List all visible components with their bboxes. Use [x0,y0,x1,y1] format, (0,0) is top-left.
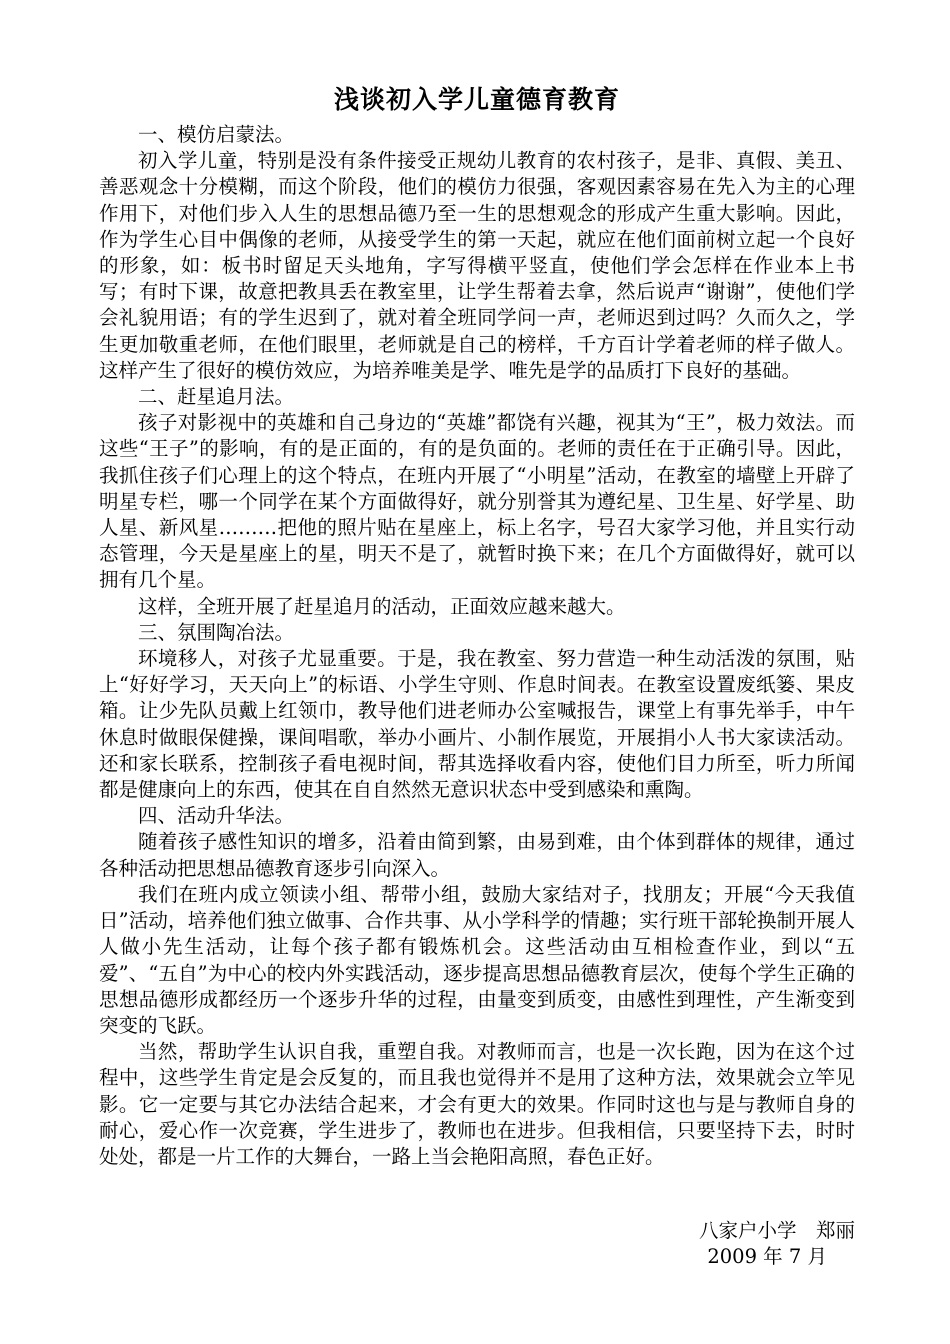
section-heading: 一、模仿启蒙法。 [138,123,295,146]
section-4 [99,803,855,1170]
section-heading: 四、活动升华法。 [138,804,295,828]
signature-date: 2009 年 7 月 [707,1245,827,1268]
section-heading: 二、赶星追月法。 [138,385,295,409]
paragraph: 初入学儿童，特别是没有条件接受正规幼儿教育的农村孩子，是非、真假、美丑、善恶观念十分模糊，而这个阶段，他们的模仿力很强，客观因素容易在先入为主的心理作用下，对他们步入人生的思想品德乃至一生的思想观念的形成产生重大影响。因此，作为学生心目中偶像的老师，从接受学生的第一天起，就应在他们面前树立起一个良好的形象，如：板书时留足天头地角，字写得横平竖直，使他们学会怎样在作业本上书写；有时下课，故意把教具丢在教室里，让学生帮着去拿，然后说声“谢谢”，使他们学会礼貌用语；有的学生迟到了，就对着全班同学问一声，老师迟到过吗？久而久之，学生更加敬重老师，在他们眼里，老师就是自己的榜样，千方百计学着老师的样子做人。这样产生了很好的模仿效应，为培养唯美是学、唯先是学的品质打下良好的基础。 [99,149,855,382]
signature-author: 八家户小学 郑丽 [698,1219,855,1242]
section-3 [99,620,855,803]
section-2 [99,384,855,620]
section-1 [99,122,855,384]
document-page [99,82,855,1268]
paragraph: 环境移人，对孩子尤显重要。于是，我在教室、努力营造一种生动活泼的氛围，贴上“好好学习，天天向上”的标语、小学生守则、作息时间表。在教室设置废纸篓、果皮箱。让少先队员戴上红领巾，教导他们进老师办公室喊报告，课堂上有事先举手，中午休息时做眼保健操，课间唱歌，举办小画片、小制作展览，开展捐小人书大家读活动。还和家长联系，控制孩子看电视时间，帮其选择收看内容，使他们目力所至，听力所闻都是健康向上的东西，使其在自自然然无意识状态中受到感染和熏陶。 [99,647,855,802]
paragraph: 当然，帮助学生认识自我，重塑自我。对教师而言，也是一次长跑，因为在这个过程中，这些学生肯定是会反复的，而且我也觉得并不是用了这种方法，效果就会立竿见影。它一定要与其它办法结合起来，才会有更大的效果。作同时这也与是与教师自身的耐心，爱心作一次竞赛，学生进步了，教师也在进步。但我相信，只要坚持下去，时时处处，都是一片工作的大舞台，一路上当会艳阳高照，春色正好。 [99,1040,855,1168]
paragraph: 我们在班内成立领读小组、帮带小组，鼓励大家结对子，找朋友；开展“今天我值日”活动，培养他们独立做事、合作共事、从小学科学的情趣；实行班干部轮换制开展人人做小先生活动，让每个孩子都有锻炼机会。这些活动由互相检查作业，到以“五爱”、“五自”为中心的校内外实践活动，逐步提高思想品德教育层次，使每个学生正确的思想品德形成都经历一个逐步升华的过程，由量变到质变，由感性到理性，产生渐变到突变的飞跃。 [99,882,855,1037]
signature-block [555,1218,855,1270]
paragraph: 随着孩子感性知识的增多，沿着由简到繁，由易到难，由个体到群体的规律，通过各种活动把思想品德教育逐步引向深入。 [99,830,855,880]
document-title: 浅谈初入学儿童德育教育 [333,85,620,114]
section-heading: 三、氛围陶冶法。 [138,620,295,644]
paragraph: 这样，全班开展了赶星追月的活动，正面效应越来越大。 [138,594,626,618]
paragraph: 孩子对影视中的英雄和自己身边的“英雄”都饶有兴趣，视其为“王”，极力效法。而这些“王子”的影响，有的是正面的，有的是负面的。老师的责任在于正确引导。因此，我抓住孩子们心理上的这个特点，在班内开展了“小明星”活动，在教室的墙壁上开辟了明星专栏，哪一个同学在某个方面做得好，就分别誉其为遵纪星、卫生星、好学星、助人星、新风星………把他的照片贴在星座上，标上名字，号召大家学习他，并且实行动态管理，今天是星座上的星，明天不是了，就暂时换下来；在几个方面做得好，就可以拥有几个星。 [99,411,855,592]
